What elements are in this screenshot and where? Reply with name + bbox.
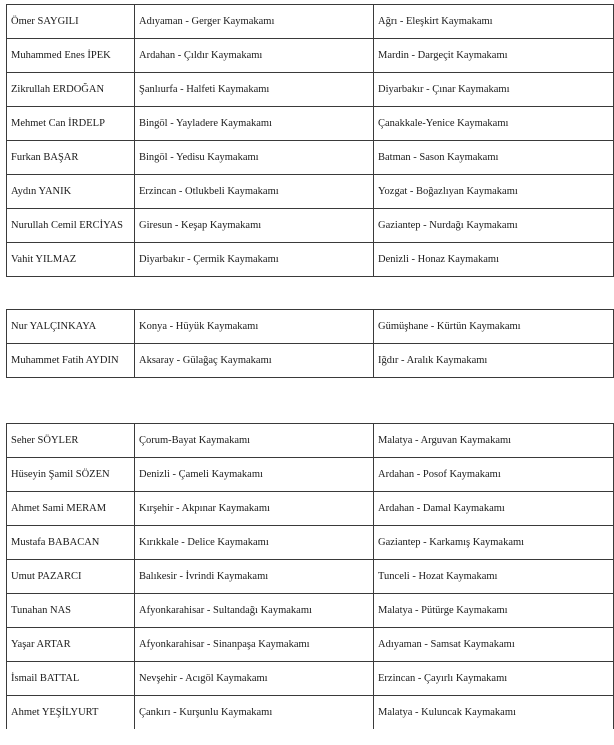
current-post: Çankırı - Kurşunlu Kaymakamı — [135, 696, 374, 730]
table-row — [7, 209, 614, 243]
current-post: Erzincan - Otlukbeli Kaymakamı — [135, 175, 374, 209]
current-post: Denizli - Çameli Kaymakamı — [135, 458, 374, 492]
person-name: Mustafa BABACAN — [7, 526, 135, 560]
current-post: Balıkesir - İvrindi Kaymakamı — [135, 560, 374, 594]
new-post: Gaziantep - Karkamış Kaymakamı — [374, 526, 614, 560]
table-row — [7, 344, 614, 378]
table-row — [7, 175, 614, 209]
table-row — [7, 696, 614, 730]
table-row — [7, 662, 614, 696]
table-row — [7, 141, 614, 175]
person-name: Ahmet YEŞİLYURT — [7, 696, 135, 730]
new-post: Batman - Sason Kaymakamı — [374, 141, 614, 175]
assignment-table-2 — [6, 309, 613, 378]
current-post: Şanlıurfa - Halfeti Kaymakamı — [135, 73, 374, 107]
table-row — [7, 39, 614, 73]
current-post: Afyonkarahisar - Sinanpaşa Kaymakamı — [135, 628, 374, 662]
new-post: Erzincan - Çayırlı Kaymakamı — [374, 662, 614, 696]
new-post: Iğdır - Aralık Kaymakamı — [374, 344, 614, 378]
person-name: Mehmet Can İRDELP — [7, 107, 135, 141]
person-name: Muhammet Fatih AYDIN — [7, 344, 135, 378]
table-row — [7, 73, 614, 107]
person-name: Seher SÖYLER — [7, 424, 135, 458]
person-name: Ömer SAYGILI — [7, 5, 135, 39]
new-post: Adıyaman - Samsat Kaymakamı — [374, 628, 614, 662]
new-post: Ardahan - Posof Kaymakamı — [374, 458, 614, 492]
table-row — [7, 458, 614, 492]
table-row — [7, 492, 614, 526]
current-post: Diyarbakır - Çermik Kaymakamı — [135, 243, 374, 277]
person-name: Yaşar ARTAR — [7, 628, 135, 662]
table-row — [7, 526, 614, 560]
current-post: Bingöl - Yayladere Kaymakamı — [135, 107, 374, 141]
current-post: Bingöl - Yedisu Kaymakamı — [135, 141, 374, 175]
person-name: Ahmet Sami MERAM — [7, 492, 135, 526]
new-post: Gaziantep - Nurdağı Kaymakamı — [374, 209, 614, 243]
table-row — [7, 628, 614, 662]
current-post: Nevşehir - Acıgöl Kaymakamı — [135, 662, 374, 696]
person-name: Hüseyin Şamil SÖZEN — [7, 458, 135, 492]
new-post: Ağrı - Eleşkirt Kaymakamı — [374, 5, 614, 39]
assignment-table-1 — [6, 4, 613, 277]
current-post: Konya - Hüyük Kaymakamı — [135, 310, 374, 344]
person-name: Muhammed Enes İPEK — [7, 39, 135, 73]
current-post: Adıyaman - Gerger Kaymakamı — [135, 5, 374, 39]
new-post: Malatya - Kuluncak Kaymakamı — [374, 696, 614, 730]
assignment-table-3 — [6, 423, 613, 729]
current-post: Çorum-Bayat Kaymakamı — [135, 424, 374, 458]
person-name: Zikrullah ERDOĞAN — [7, 73, 135, 107]
new-post: Gümüşhane - Kürtün Kaymakamı — [374, 310, 614, 344]
new-post: Diyarbakır - Çınar Kaymakamı — [374, 73, 614, 107]
table-row — [7, 594, 614, 628]
table-row — [7, 310, 614, 344]
new-post: Çanakkale-Yenice Kaymakamı — [374, 107, 614, 141]
current-post: Giresun - Keşap Kaymakamı — [135, 209, 374, 243]
person-name: Furkan BAŞAR — [7, 141, 135, 175]
person-name: Tunahan NAS — [7, 594, 135, 628]
new-post: Malatya - Arguvan Kaymakamı — [374, 424, 614, 458]
person-name: Nurullah Cemil ERCİYAS — [7, 209, 135, 243]
table-row — [7, 5, 614, 39]
table-row — [7, 243, 614, 277]
table-row — [7, 424, 614, 458]
person-name: İsmail BATTAL — [7, 662, 135, 696]
current-post: Aksaray - Gülağaç Kaymakamı — [135, 344, 374, 378]
person-name: Nur YALÇINKAYA — [7, 310, 135, 344]
person-name: Vahit YILMAZ — [7, 243, 135, 277]
new-post: Mardin - Dargeçit Kaymakamı — [374, 39, 614, 73]
new-post: Yozgat - Boğazlıyan Kaymakamı — [374, 175, 614, 209]
new-post: Malatya - Pütürge Kaymakamı — [374, 594, 614, 628]
person-name: Umut PAZARCI — [7, 560, 135, 594]
new-post: Tunceli - Hozat Kaymakamı — [374, 560, 614, 594]
table-row — [7, 107, 614, 141]
new-post: Denizli - Honaz Kaymakamı — [374, 243, 614, 277]
person-name: Aydın YANIK — [7, 175, 135, 209]
table-row — [7, 560, 614, 594]
current-post: Ardahan - Çıldır Kaymakamı — [135, 39, 374, 73]
current-post: Afyonkarahisar - Sultandağı Kaymakamı — [135, 594, 374, 628]
current-post: Kırşehir - Akpınar Kaymakamı — [135, 492, 374, 526]
current-post: Kırıkkale - Delice Kaymakamı — [135, 526, 374, 560]
new-post: Ardahan - Damal Kaymakamı — [374, 492, 614, 526]
